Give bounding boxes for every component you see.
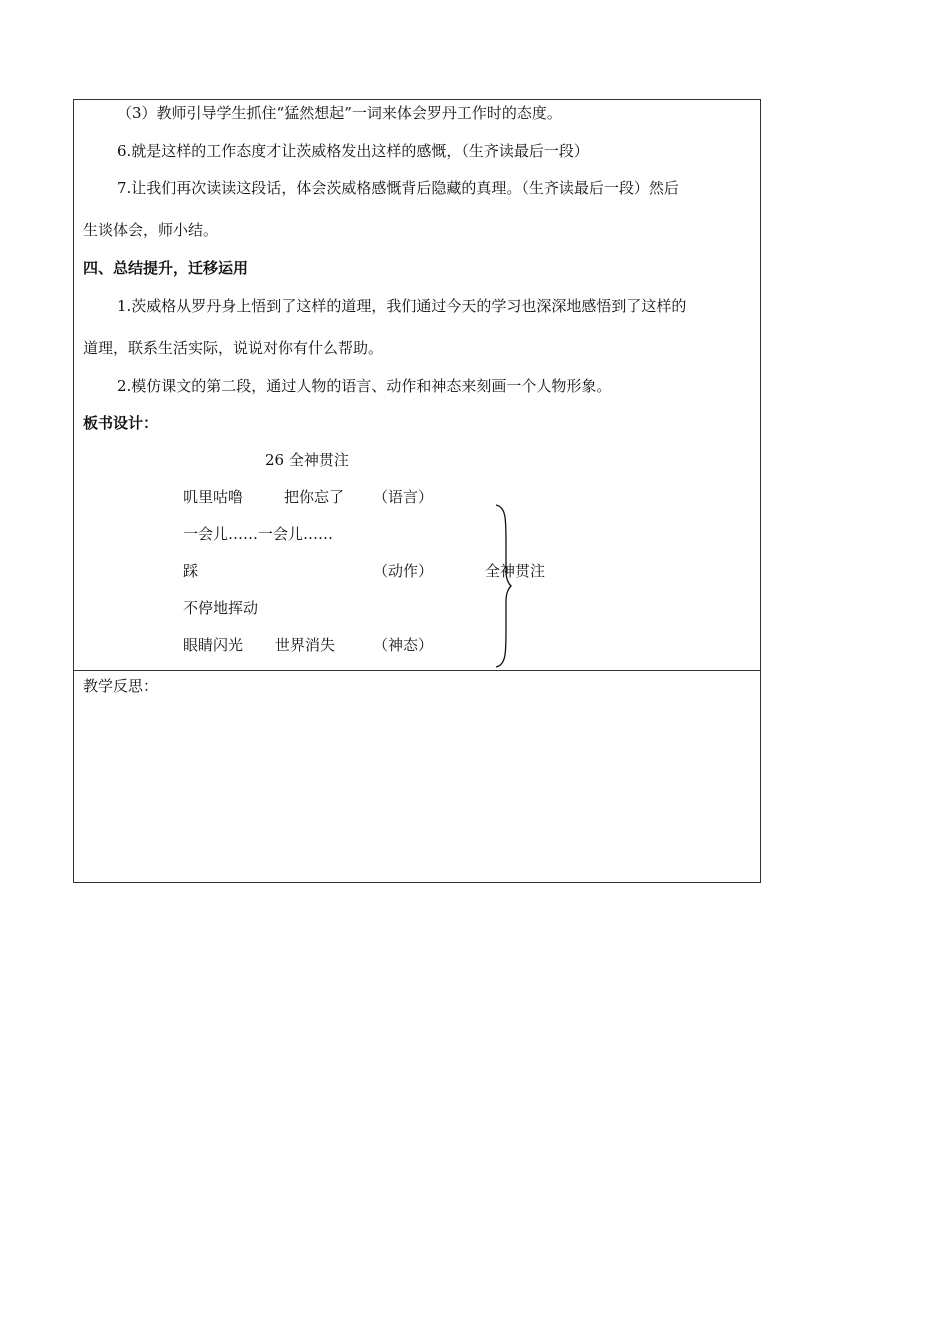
- board-tag-action: （动作）: [373, 562, 434, 580]
- board-design-heading: 板书设计：: [83, 414, 159, 432]
- item-2: 2.模仿课文的第二段，通过人物的语言、动作和神态来刻画一个人物形象。: [117, 377, 612, 395]
- board-row-5-words-b: 世界消失: [275, 636, 336, 654]
- paragraph-7-line-1: 7.让我们再次读读这段话，体会茨威格感慨背后隐藏的真理。（生齐读最后一段）然后: [117, 179, 679, 197]
- board-summary: 全神贯注: [485, 562, 546, 580]
- table-row-divider: [73, 670, 761, 671]
- board-title: 26 全神贯注: [265, 451, 349, 469]
- paragraph-7-line-2: 生谈体会，师小结。: [83, 221, 219, 239]
- board-row-5-words: 眼睛闪光: [183, 636, 244, 654]
- board-tag-expression: （神态）: [373, 636, 434, 654]
- board-row-2-words: 一会儿……一会儿……: [183, 525, 334, 543]
- teaching-reflection-label: 教学反思：: [83, 677, 159, 695]
- item-1-line-2: 道理，联系生活实际，说说对你有什么帮助。: [83, 339, 384, 357]
- board-row-3-words: 踩: [183, 562, 199, 580]
- section-4-heading: 四、总结提升，迁移运用: [83, 259, 249, 277]
- board-row-1-words: 叽里咕噜: [183, 488, 244, 506]
- board-row-4-words: 不停地挥动: [183, 599, 259, 617]
- paragraph-6: 6.就是这样的工作态度才让茨威格发出这样的感慨，（生齐读最后一段）: [117, 142, 589, 160]
- board-row-1-words-b: 把你忘了: [284, 488, 345, 506]
- board-tag-language: （语言）: [373, 488, 434, 506]
- right-brace-icon: [494, 503, 512, 669]
- paragraph-3: （3）教师引导学生抓住“猛然想起”一词来体会罗丹工作时的态度。: [117, 104, 562, 122]
- item-1-line-1: 1.茨威格从罗丹身上悟到了这样的道理，我们通过今天的学习也深深地感悟到了这样的: [117, 297, 687, 315]
